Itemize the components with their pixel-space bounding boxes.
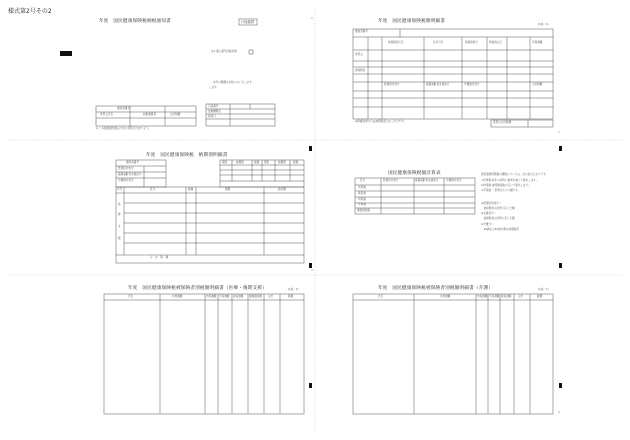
panel2-subcol: 後期高齢者支援金分 bbox=[426, 83, 450, 86]
panel2-col: 生年月日 bbox=[433, 41, 444, 44]
panel1-name-label: 通知書番号 bbox=[117, 107, 130, 110]
panel6-col: 税額 bbox=[537, 295, 543, 298]
panel3-left-label: 通知書番号 bbox=[126, 160, 139, 164]
panel3-table-header: 年月 bbox=[117, 188, 123, 191]
panel3-row-group: 医 bbox=[118, 203, 121, 206]
panel6-col: 氏名 bbox=[378, 295, 384, 298]
panel4-note: ①所得割 前年の所得に税率を乗じて算出します。 bbox=[481, 179, 539, 182]
page-mark: 4 bbox=[558, 410, 560, 414]
panel4-row: 均等割 bbox=[358, 197, 366, 201]
panel2-subcol: 介護納付金分 bbox=[464, 83, 480, 86]
panel4-col-header: 区分 bbox=[360, 179, 366, 182]
panel5-col: 資産割額 bbox=[233, 295, 244, 298]
form-id: 様式第2号その2 bbox=[8, 8, 52, 15]
panel2-page-no: (1枚／1) bbox=[538, 23, 549, 26]
panel2-col: 所得割額 bbox=[532, 41, 543, 44]
panel4-col-header: 介護納付金分 bbox=[446, 179, 462, 182]
panel4-note: ※医療給付費分＝ bbox=[481, 202, 502, 205]
panel5-col: 均等割額 bbox=[206, 295, 217, 298]
panel3-header: 期別 bbox=[264, 160, 270, 164]
panel6-col: 資産割額 bbox=[501, 295, 512, 298]
panel1-name-label: 納税義務者 bbox=[143, 113, 156, 116]
panel6-col: 所得割額 bbox=[440, 295, 451, 298]
page-mark: 3 bbox=[311, 268, 313, 272]
panel2-col: 被保険者氏名 bbox=[388, 41, 404, 44]
panel3-left-label: 介護納付金分 bbox=[118, 179, 134, 182]
panel5-col: 税額 bbox=[288, 295, 294, 298]
panel3-left-label: 後期高齢者支援金分 bbox=[118, 173, 142, 176]
panel4-note: 40歳以上65歳未満の被保険者 bbox=[481, 228, 519, 231]
panel2-row: 世帯主 bbox=[355, 53, 363, 56]
panel3-header: 期別 bbox=[222, 160, 228, 164]
panel6-col: 平等割額 bbox=[489, 295, 500, 298]
panel4-note: ②均等割 被保険者数に応じて算出します。 bbox=[481, 184, 531, 187]
panel3-left-label: 医療給付費分 bbox=[118, 167, 134, 170]
registration-mark bbox=[309, 383, 312, 388]
registration-mark bbox=[559, 146, 562, 151]
panel4-note: 被保険者の所得に応じた額 bbox=[481, 217, 515, 220]
panel5-col: 合計 bbox=[268, 295, 274, 298]
page-mark: 1 bbox=[311, 16, 313, 20]
panel4-note: 国民健康保険税の課税については、次の表のとおりです。 bbox=[481, 173, 549, 176]
panel1-checkbox-label: 注1 個人番号記載有無 bbox=[211, 50, 237, 53]
registration-mark bbox=[309, 146, 312, 151]
panel4-note: 被保険者の所得に応じた額 bbox=[481, 207, 515, 210]
panel2-subcol: 合計税額 bbox=[532, 83, 543, 86]
panel1-notice-line: します。 bbox=[209, 86, 220, 89]
panel3-table-header: 納付額 bbox=[278, 188, 286, 191]
panel4-col-header: 後期高齢者支援金分 bbox=[415, 179, 439, 182]
panel2-header-left: 通知書番号 bbox=[355, 30, 368, 33]
panel3-header: 納期限 bbox=[278, 160, 286, 164]
panel2-total-label: 世帯の合計税額 bbox=[493, 121, 512, 124]
panel4-col-header: 医療給付費分 bbox=[383, 179, 399, 182]
panel3-row-group: 援 bbox=[118, 237, 121, 240]
panel4-row: 課税限度額 bbox=[357, 208, 370, 212]
panel5-title: 年度 国民健康保険税被保険者別税額明細書（医療・後期支援） bbox=[128, 286, 268, 291]
panel5-page-no: (1枚／1) bbox=[288, 288, 299, 291]
panel1-right-label: 振替日 bbox=[208, 114, 216, 118]
panel6-col: 均等割額 bbox=[477, 295, 488, 298]
panel3-header: 税額 bbox=[254, 160, 260, 164]
panel3-table-header: 税額 bbox=[188, 188, 194, 191]
panel6-col: 合計 bbox=[518, 295, 524, 298]
page-mark: 2 bbox=[558, 130, 560, 134]
panel3-title: 年度 国民健康保険税 納期別明細書 bbox=[146, 153, 228, 158]
panel1-footnote: ※ この納税通知書は大切に保管されますよう。 bbox=[96, 127, 151, 130]
panel6-title: 年度 国民健康保険税被保険者別税額明細書（介護） bbox=[378, 286, 494, 291]
panel3-row-group: 支 bbox=[118, 225, 121, 228]
registration-mark bbox=[559, 383, 562, 388]
panel3-header: 納期限 bbox=[236, 160, 244, 164]
panel2-row: 被保険者 bbox=[355, 69, 366, 72]
panel4-row: 平等割 bbox=[358, 203, 366, 206]
panel2-footnote: ※資格取得の日は被保険者となった日です。 bbox=[355, 120, 407, 123]
registration-mark bbox=[60, 51, 72, 56]
panel3-row-group: 療 bbox=[118, 213, 121, 216]
panel3-footer-label: 合 計 税 額 bbox=[150, 256, 169, 259]
panel3-table-header: 摘要 bbox=[225, 188, 231, 191]
panel1-notice-line: 本年の税額をお知らせいたします。 bbox=[213, 81, 255, 84]
panel1-name-label: 世帯主氏名 bbox=[100, 113, 113, 116]
panel3-header: 税額 bbox=[293, 160, 299, 164]
panel2-subcol: 医療給付費分 bbox=[384, 83, 400, 86]
panel1-name-label: 合計税額 bbox=[170, 113, 181, 116]
panel3-table-header: 区分 bbox=[150, 188, 156, 191]
panel1-title: 年度 国民健康保険税納税通知書 bbox=[99, 19, 171, 24]
panel5-col: 課税限度額 bbox=[249, 295, 262, 298]
panel4-row: 所得割 bbox=[358, 185, 366, 189]
panel4-title: 国民健康保険税額計算表 bbox=[388, 171, 441, 176]
panel5-col: 平等割額 bbox=[219, 295, 230, 298]
panel1-tag: 口座振替 bbox=[241, 19, 255, 24]
panel1-right-label: 金融機関名 bbox=[208, 109, 221, 113]
panel5-col: 氏名 bbox=[128, 295, 134, 298]
panel1-right-label: 口座番号 bbox=[208, 104, 219, 108]
panel6-page-no: (1枚／1) bbox=[538, 288, 549, 291]
panel2-col: 資格喪失日 bbox=[489, 41, 502, 44]
panel5-col: 所得割額 bbox=[172, 295, 183, 298]
panel2-title: 年度 国民健康保険税額明細書 bbox=[378, 19, 446, 24]
registration-mark bbox=[559, 263, 562, 268]
panel4-note: ※支援金分＝ bbox=[481, 212, 497, 215]
panel4-note: ③平等割 一世帯あたりの額です。 bbox=[481, 189, 521, 192]
panel4-note: ※介護分＝ bbox=[481, 223, 494, 226]
panel4-row: 資産割 bbox=[358, 191, 366, 195]
panel2-col: 資格取得日 bbox=[465, 41, 478, 44]
